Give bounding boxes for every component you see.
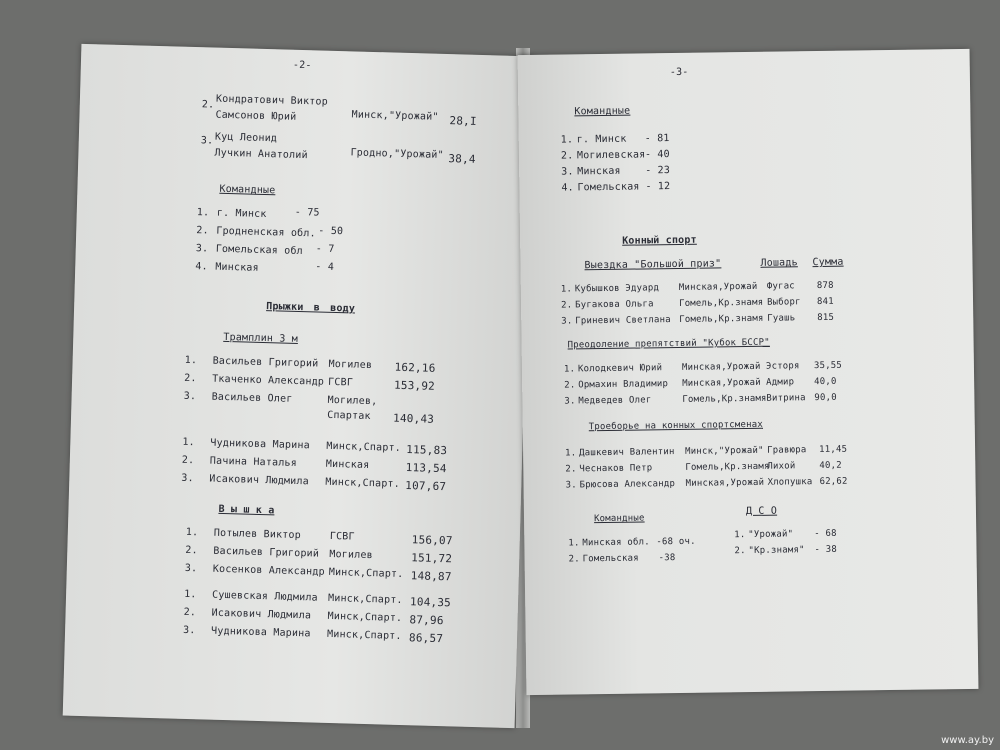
athlete-name: Гриневич Светлана — [575, 315, 671, 327]
club: Минск,"Урожай" — [351, 109, 439, 123]
rank: 3. — [200, 135, 214, 147]
athlete-name: Исакович Людмила — [211, 607, 312, 622]
dso-heading: Д С О — [745, 505, 778, 518]
subsection-heading: Преодоление препятствий "Кубок БССР" — [567, 337, 770, 351]
score: 151,72 — [411, 551, 453, 566]
rank: 2. — [196, 225, 209, 237]
team-points: - 50 — [318, 225, 344, 238]
athlete-name: Колодкевич Юрий — [577, 363, 663, 375]
column-header-horse: Лошадь — [760, 257, 798, 269]
team-points: -38 — [658, 553, 676, 564]
team-points: - 23 — [645, 165, 671, 177]
score: 11,45 — [819, 444, 848, 456]
score: 40,2 — [819, 460, 842, 472]
club: Минск,Спарт. — [328, 566, 404, 581]
team-name: Могилевская — [576, 149, 646, 162]
rank: 3. — [564, 396, 576, 407]
rank: 1. — [734, 530, 746, 541]
score: 107,67 — [405, 479, 447, 494]
team-points: - 12 — [645, 181, 671, 193]
subsection-heading: Троеборье на конных спортсменах — [588, 419, 763, 433]
rank: 1. — [563, 364, 576, 375]
score: 156,07 — [411, 533, 453, 548]
score: 148,87 — [410, 569, 452, 584]
rank: 3. — [183, 390, 197, 403]
page-number: -3- — [669, 66, 689, 79]
horse: Выборг — [766, 297, 801, 308]
rank: 4. — [195, 261, 208, 273]
column-header-sum: Сумма — [812, 256, 844, 269]
team-points: - 40 — [644, 149, 670, 161]
club: Минская,Урожай — [678, 281, 758, 293]
score: 815 — [817, 312, 835, 324]
score: 162,16 — [394, 360, 436, 375]
rank: 3. — [181, 472, 194, 485]
rank: 3. — [565, 480, 577, 491]
team-points: - 7 — [315, 243, 335, 255]
score: 40,0 — [814, 376, 837, 388]
athlete-name: Ткаченко Александр — [212, 373, 325, 388]
athlete-name: Пачина Наталья — [209, 455, 298, 469]
score: 153,92 — [393, 378, 436, 393]
club: Гомель,Кр.знамя — [685, 461, 770, 473]
club: Минская — [325, 458, 370, 472]
athlete-name: Кондратович Виктор — [215, 93, 329, 108]
team-name: Минская обл. — [582, 537, 650, 549]
score: 115,83 — [406, 443, 448, 458]
athlete-name: Бугакова Ольга — [574, 299, 654, 311]
club: Минск,"Урожай" — [685, 445, 764, 457]
team-heading: Командные — [574, 105, 631, 118]
team-points: - 81 — [644, 133, 670, 145]
rank: 2. — [565, 464, 577, 475]
club: Минск,Спарт. — [327, 610, 403, 624]
team-points: - 4 — [315, 261, 335, 273]
rank: 2. — [184, 372, 197, 385]
athlete-name: Самсонов Юрий — [215, 109, 297, 123]
athlete-name: Васильев Олег — [211, 391, 293, 405]
horse: Гуашь — [767, 313, 796, 324]
rank: 2. — [560, 150, 574, 162]
athlete-name: Лучкин Анатолий — [214, 147, 308, 162]
rank: 3. — [561, 166, 574, 178]
club: Минск,Спарт. — [327, 592, 403, 607]
score: 38,4 — [448, 152, 476, 166]
rank: 2. — [183, 606, 197, 619]
club: Могилев — [328, 358, 373, 372]
team-name: г. Минск — [216, 207, 267, 221]
athlete-name: Васильев Григорий — [212, 355, 319, 370]
rank: 3. — [184, 562, 198, 575]
rank: 2. — [568, 554, 580, 565]
rank: 4. — [561, 182, 574, 194]
horse: Гравюра — [767, 445, 807, 456]
score: 87,96 — [409, 613, 444, 628]
club: Гомель,Кр.знамя — [682, 393, 767, 405]
rank: 2. — [560, 300, 573, 311]
athlete-name: Васильев Григорий — [213, 545, 320, 560]
horse: Витрина — [766, 393, 806, 404]
rank: 1. — [185, 526, 199, 539]
rank: 3. — [182, 624, 196, 637]
left-page — [63, 44, 534, 728]
score: 140,43 — [392, 411, 435, 426]
club: Минск,Спарт. — [325, 476, 401, 490]
club: Минск,Спарт. — [326, 440, 402, 454]
athlete-name: Косенков Александр — [212, 563, 325, 578]
score: 878 — [816, 280, 834, 292]
rank: 1. — [196, 207, 210, 219]
horse: Фугас — [766, 281, 795, 292]
athlete-name: Чудникова Марина — [210, 437, 311, 452]
rank: 3. — [561, 316, 573, 327]
team-heading: Командные — [219, 183, 276, 197]
athlete-name: Ормахин Владимир — [578, 379, 669, 391]
rank: 1. — [565, 448, 577, 459]
rank: 2. — [201, 99, 215, 111]
athlete-name: Потылев Виктор — [213, 527, 302, 542]
club: ГСВГ — [327, 376, 354, 389]
society-name: "Урожай" — [748, 529, 794, 541]
club: Могилев — [329, 548, 373, 562]
athlete-name: Кубышков Эдуард — [574, 283, 660, 295]
team-name: Гомельская — [577, 181, 640, 194]
right-page — [518, 49, 979, 695]
club: Минская,Урожай — [685, 477, 765, 489]
team-points: -68 оч. — [656, 536, 696, 548]
athlete-name: Чеснаков Петр — [579, 463, 653, 475]
team-name: Гомельская обл — [215, 243, 304, 258]
rank: 2. — [734, 546, 746, 557]
score: 841 — [816, 296, 834, 308]
score: 28,I — [449, 114, 477, 128]
score: 104,35 — [409, 595, 452, 610]
club: Минская,Урожай — [682, 377, 761, 389]
rank: 1. — [560, 284, 573, 295]
team-name: Гомельская — [582, 553, 639, 565]
club: ГСВГ — [329, 530, 355, 543]
athlete-name: Сушевская Людмила — [211, 589, 318, 604]
page-number: -2- — [292, 59, 312, 72]
athlete-name: Куц Леонид — [214, 131, 278, 145]
section-title: Прыжки в воду — [266, 301, 356, 315]
team-points: - 75 — [294, 206, 320, 219]
rank: 1. — [568, 538, 580, 549]
score: 90,0 — [814, 392, 837, 404]
club: Гомель,Кр.знамя — [678, 297, 764, 309]
team-name: Минская — [215, 261, 259, 274]
team-name: Минская — [577, 165, 621, 178]
society-points: - 68 — [814, 528, 837, 540]
rank: 2. — [564, 380, 576, 391]
club: Гродно,"Урожай" — [350, 147, 444, 161]
rank: 2. — [181, 454, 195, 467]
athlete-name: Чудникова Марина — [210, 625, 311, 640]
horse: Лихой — [767, 461, 796, 472]
subsection-heading: Трамплин 3 м — [223, 331, 299, 345]
score: 86,57 — [408, 631, 444, 646]
rank: 1. — [184, 354, 198, 367]
horse: Эсторя — [765, 361, 800, 372]
club: Могилев, — [327, 394, 378, 408]
team-heading: Командные — [593, 513, 645, 525]
club: Минская,Урожай — [681, 361, 761, 373]
subsection-heading: Выездка "Большой приз" — [584, 258, 722, 272]
section-title: Конный спорт — [622, 234, 697, 247]
athlete-name: Дашкевич Валентин — [579, 447, 675, 459]
athlete-name: Брюсова Александр — [579, 479, 676, 491]
team-name: Гродненская обл. — [216, 225, 316, 240]
rank: 1. — [560, 134, 574, 146]
score: 35,55 — [813, 360, 843, 372]
watermark: www.ay.by — [941, 735, 994, 746]
score: 113,54 — [405, 461, 447, 476]
rank: 1. — [183, 588, 197, 601]
rank: 3. — [195, 243, 209, 255]
rank: 2. — [185, 544, 198, 557]
club: Спартак — [327, 409, 371, 423]
club: Минск,Спарт. — [326, 628, 402, 642]
score: 62,62 — [819, 476, 848, 488]
rank: 1. — [182, 436, 195, 449]
horse: Хлопушка — [767, 477, 813, 488]
team-name: г. Минск — [576, 133, 627, 146]
society-name: "Кр.знамя" — [748, 545, 805, 557]
horse: Адмир — [766, 377, 795, 388]
athlete-name: Медведев Олег — [578, 395, 652, 407]
athlete-name: Исакович Людмила — [209, 473, 310, 488]
subsection-heading: В ы ш к а — [218, 503, 275, 517]
society-points: - 38 — [814, 544, 838, 556]
result-row — [81, 44, 533, 128]
club: Гомель,Кр.знамя — [679, 313, 764, 325]
